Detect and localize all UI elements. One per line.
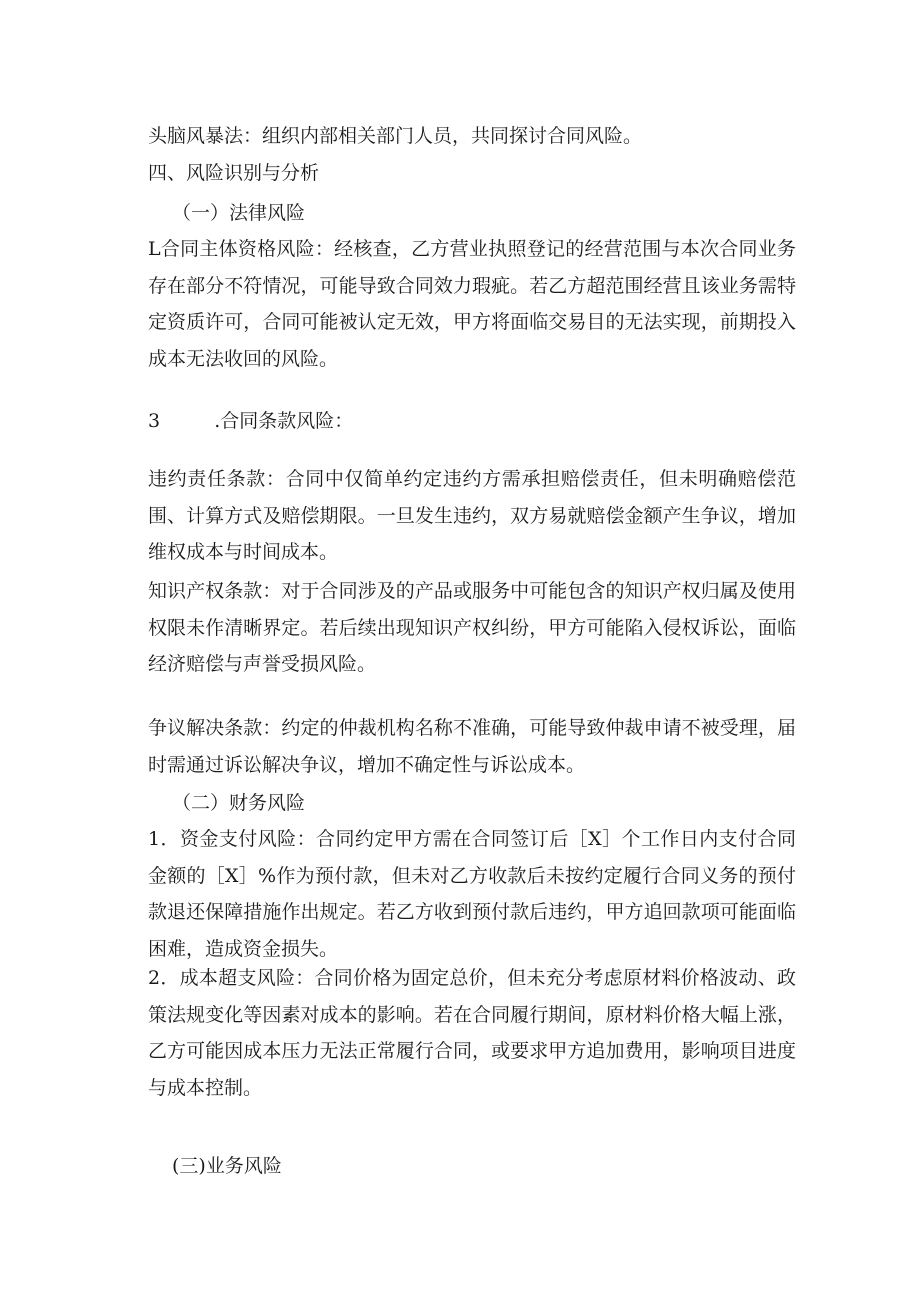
- heading-business-risk: (三)业务风险: [172, 1155, 282, 1177]
- item-3-text: .合同条款风险：: [214, 410, 354, 432]
- paragraph-dispute-clause: 争议解决条款：约定的仲裁机构名称不准确，可能导致仲裁申请不被受理，届时需通过诉讼解决争议，增加不确定性与诉讼成本。: [148, 717, 796, 776]
- heading-legal-risk: （一）法律风险: [172, 202, 306, 224]
- item-3-heading: [148, 409, 353, 433]
- paragraph-subject-qualification: L合同主体资格风险：经核查，乙方营业执照登记的经营范围与本次合同业务存在部分不符情况，可能导致合同效力瑕疵。若乙方超范围经营且该业务需特定资质许可，合同可能被认定无效，甲方将面临交易目的无法实现，前期投入成本无法收回的风险。: [148, 238, 796, 370]
- paragraph-brainstorm: 头脑风暴法：组织内部相关部门人员，共同探讨合同风险。: [148, 125, 643, 147]
- item-3-number: 3: [148, 410, 161, 432]
- paragraph-breach-clause: 违约责任条款：合同中仅简单约定违约方需承担赔偿责任，但未明确赔偿范围、计算方式及赔偿期限。一旦发生违约，双方易就赔偿金额产生争议，增加维权成本与时间成本。: [148, 468, 796, 563]
- heading-section-4: 四、风险识别与分析: [148, 162, 320, 184]
- heading-finance-risk: （二）财务风险: [172, 792, 306, 814]
- paragraph-payment-risk: 1．资金支付风险：合同约定甲方需在合同签订后［X］个工作日内支付合同金额的［X］%作为预付款，但未对乙方收款后未按约定履行合同义务的预付款退还保障措施作出规定。若乙方收到预付款后违约，甲方追回款项可能面临困难，造成资金损失。: [148, 828, 796, 960]
- paragraph-cost-overrun-risk: 2．成本超支风险：合同价格为固定总价，但未充分考虑原材料价格波动、政策法规变化等因素对成本的影响。若在合同履行期间，原材料价格大幅上涨，乙方可能因成本压力无法正常履行合同，或要求甲方追加费用，影响项目进度与成本控制。: [148, 967, 796, 1099]
- paragraph-ip-clause: 知识产权条款：对于合同涉及的产品或服务中可能包含的知识产权归属及使用权限未作清晰界定。若后续出现知识产权纠纷，甲方可能陷入侵权诉讼，面临经济赔偿与声誉受损风险。: [148, 580, 796, 675]
